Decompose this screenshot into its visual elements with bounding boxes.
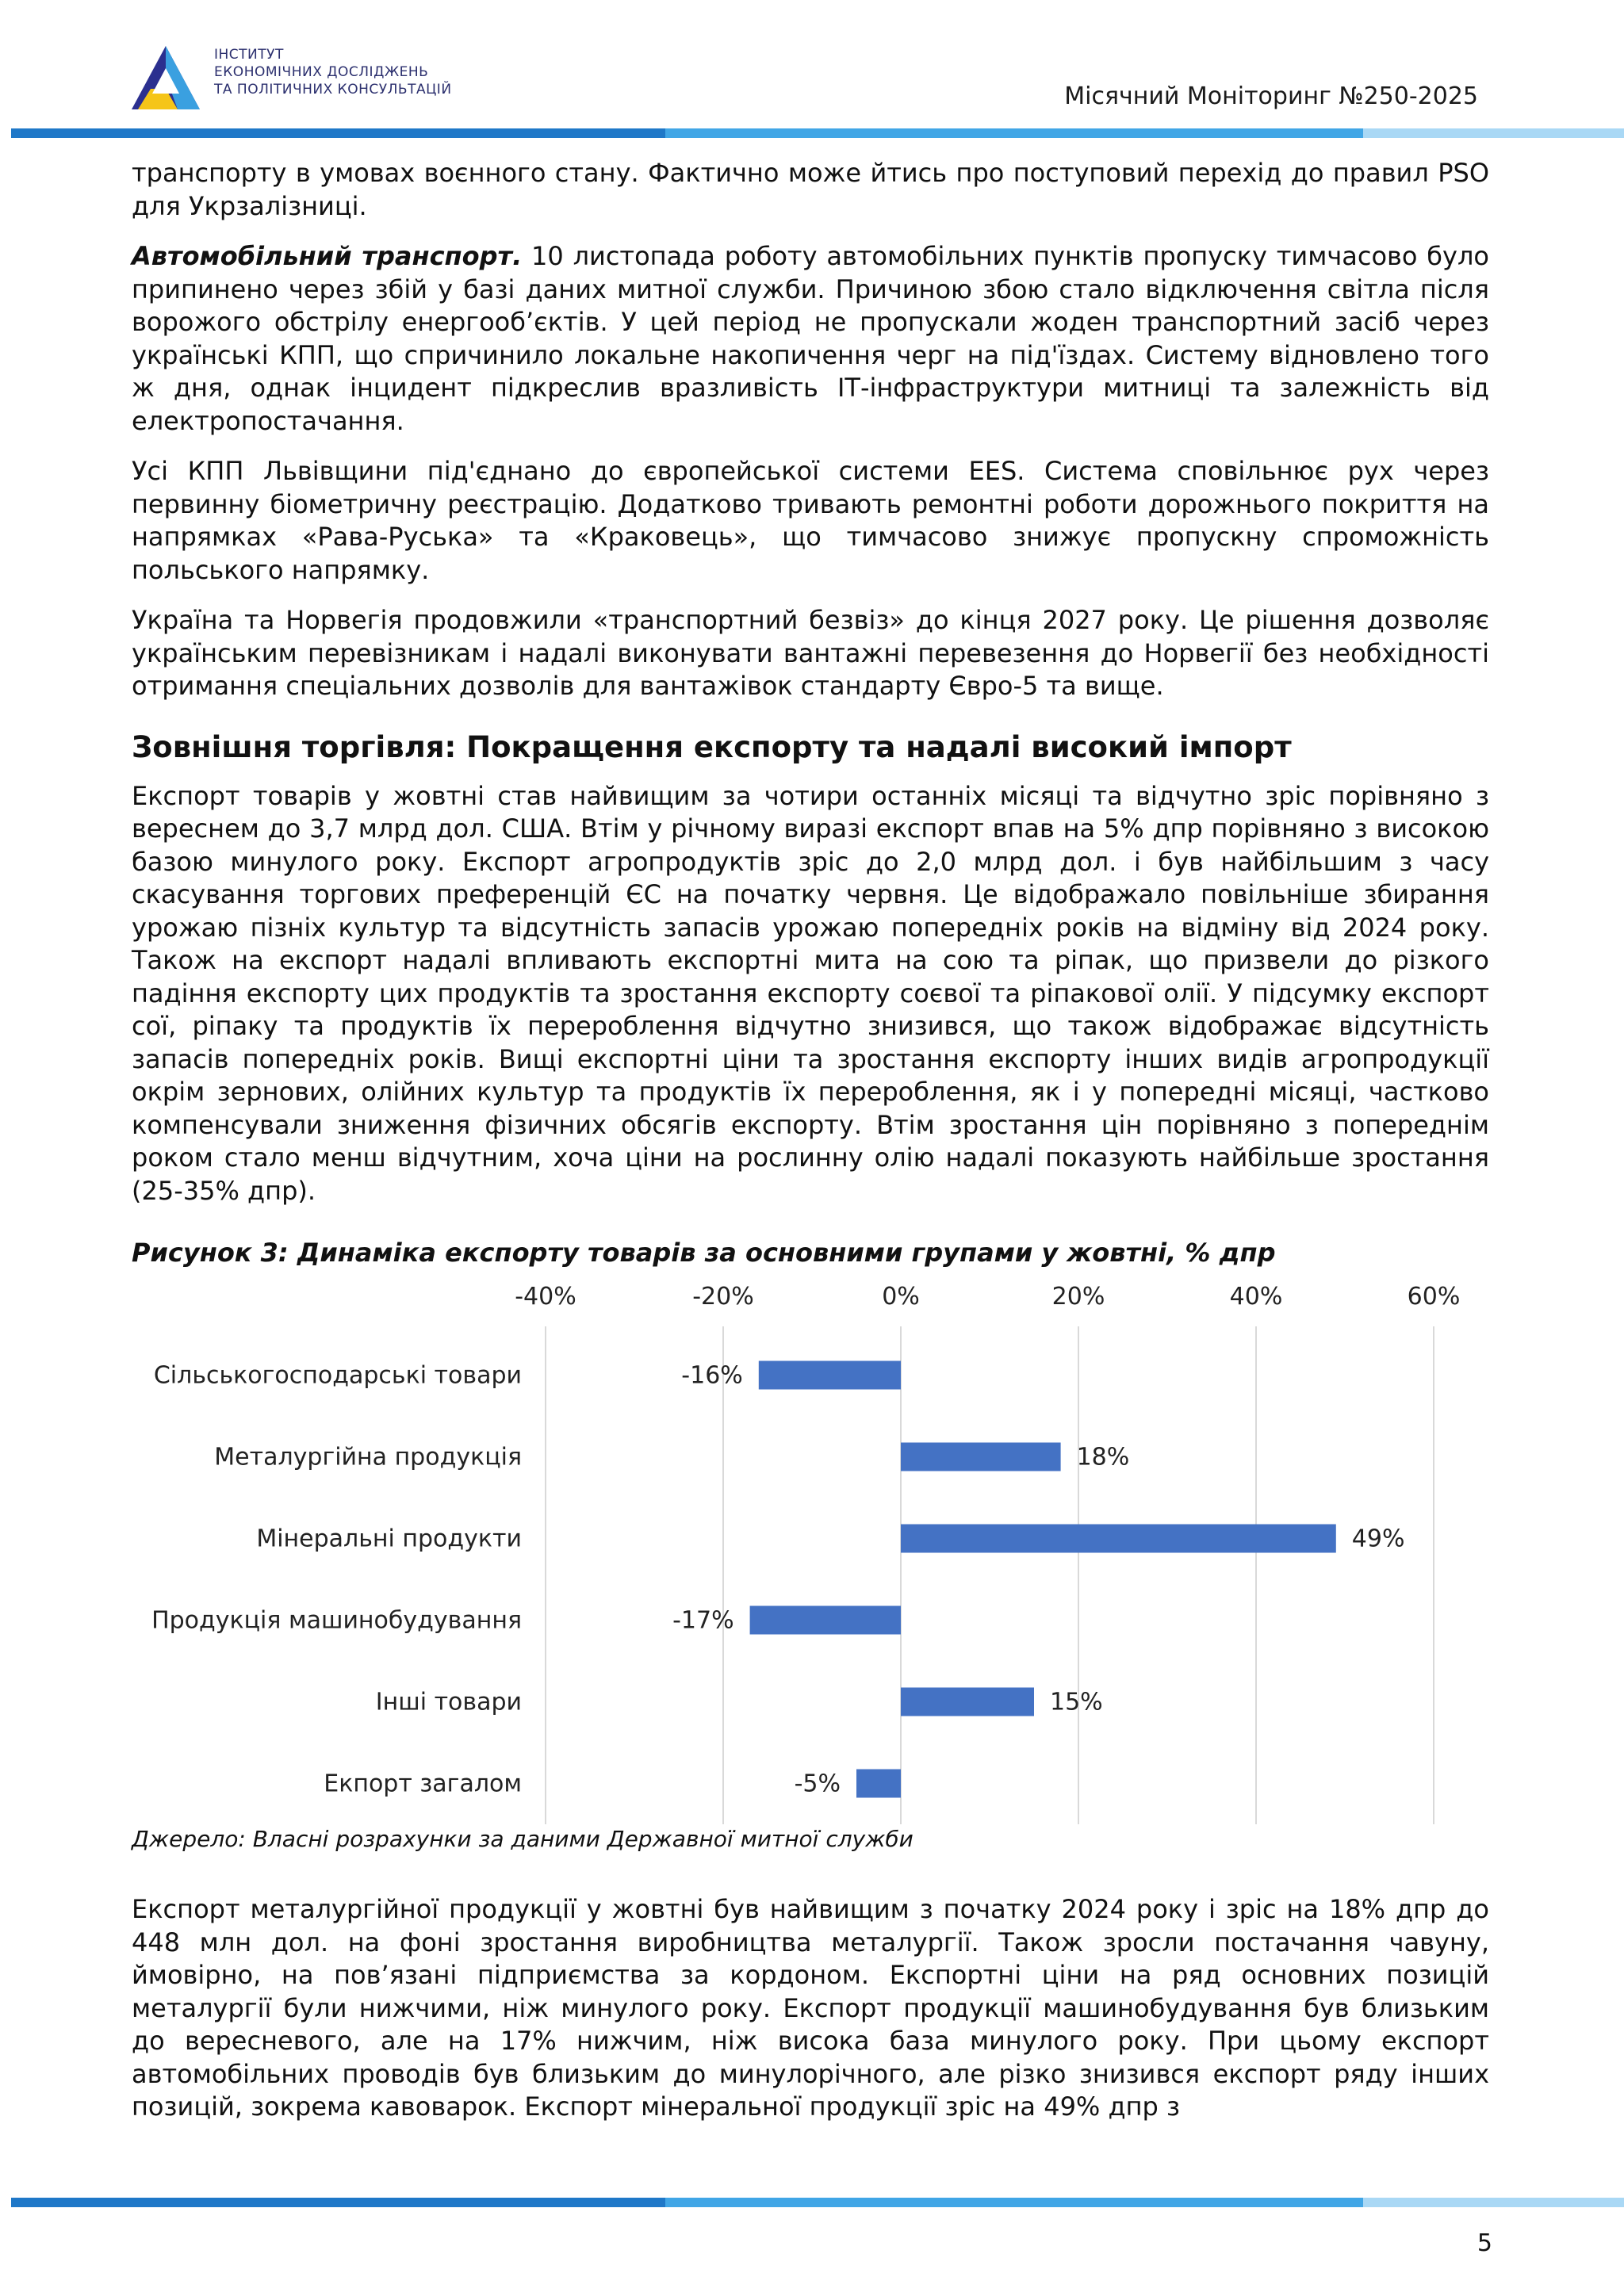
x-tick-label: 60% <box>1407 1283 1461 1311</box>
x-tick-label: 20% <box>1051 1283 1105 1311</box>
category-label: Мінеральні продукти <box>256 1525 522 1553</box>
org-line-3: ТА ПОЛІТИЧНИХ КОНСУЛЬТАЦІЙ <box>214 82 452 98</box>
x-tick-label: -40% <box>515 1283 576 1311</box>
header-divider <box>11 128 1624 138</box>
bar <box>856 1770 901 1798</box>
category-label: Екпорт загалом <box>324 1770 522 1798</box>
footer-divider <box>11 2198 1624 2207</box>
triangle-logo-icon <box>130 44 201 111</box>
paragraph-road-transport <box>132 240 1489 438</box>
organization-name <box>214 46 452 98</box>
bar <box>901 1525 1336 1553</box>
paragraph-norway-agreement: Україна та Норвегія продовжили «транспортний безвіз» до кінця 2027 року. Це рішення дозволяє українським перевізникам і надалі виконувати вантажні перевезення до Норвегії без необхідності отримання спеціальних дозволів для вантажівок стандарту Євро-5 та вище. <box>132 605 1489 701</box>
bar <box>901 1443 1061 1471</box>
paragraph-export-overview: Експорт товарів у жовтні став найвищим за чотири останніх місяці та відчутно зріс порівняно з вереснем до 3,7 млрд дол. США. Втім у річному виразі експорт впав на 5% дпр порівняно з високою базою минулого року. Експорт агропродуктів зріс до 2,0 млрд дол. і був найбільшим з часу скасування торгових преференцій ЄС на початку червня. Це відображало повільніше збирання урожаю пізніх культур та відсутність запасів урожаю попередніх років на відміну від 2024 року. Також на експорт надалі впливають експортні мита на сою та ріпак, що призвели до різкого падіння експорту цих продуктів та зростання експорту соєвої та ріпакової олії. У підсумку експорт сої, ріпаку та продуктів їх перероблення відчутно знизився, що також відображає відсутність запасів попередніх років. Вищі експортні ціни та зростання експорту інших видів агропродукції окрім зернових, олійних культур та продуктів їх перероблення, як і у попередні місяці, частково компенсували зниження фізичних обсягів експорту. Втім зростання цін порівняно з попереднім роком стало менш відчутним, хоча ціни на рослинну олію надалі показують найбільше зростання (25-35% дпр). <box>132 780 1489 1206</box>
category-label: Сільськогосподарські товари <box>153 1361 522 1390</box>
paragraph-rail-transport: транспорту в умовах воєнного стану. Фактично може йтись про поступовий перехід до правил PSO для Укрзалізниці. <box>132 158 1489 221</box>
data-label: 15% <box>1050 1688 1103 1716</box>
page-content <box>132 157 1489 2141</box>
data-label: -16% <box>681 1361 743 1390</box>
category-label: Металургійна продукція <box>214 1443 522 1471</box>
org-line-1: ІНСТИТУТ <box>214 47 284 63</box>
chart-svg <box>132 1271 1489 1826</box>
paragraph-metallurgy-export: Експорт металургійної продукції у жовтні був найвищим з початку 2024 року і зріс на 18% дпр до 448 млн дол. на фоні зростання виробництва металургії. Також зросли постачання чавуну, ймовірно, на пов’язані підприємства за кордоном. Експортні ціни на ряд основних позицій металургії були нижчими, ніж минулого року. Експорт продукції машинобудування був близьким до вересневого, але на 17% нижчим, ніж висока база минулого року. При цьому експорт автомобільних проводів був близьким до минулорічного, але різко знизився експорт ряду інших позицій, зокрема кавоварок. Експорт мінеральної продукції зріс на 49% дпр з <box>132 1894 1489 2122</box>
export-growth-chart <box>132 1271 1489 1826</box>
bar <box>750 1606 901 1635</box>
report-title: Місячний Моніторинг №250-2025 <box>1064 82 1478 110</box>
road-transport-lead: Автомобільний транспорт. <box>132 241 523 271</box>
figure-source: Джерело: Власні розрахунки за даними Державної митної служби <box>132 1826 914 1852</box>
category-label: Інші товари <box>375 1688 522 1716</box>
data-label: -17% <box>672 1606 734 1635</box>
bar <box>759 1361 901 1390</box>
paragraph-ees-system: Усі КПП Львівщини під'єднано до європейської системи EES. Система сповільнює рух через первинну біометричну реєстрацію. Додатково тривають ремонтні роботи дорожнього покриття на напрямках «Рава-Руська» та «Краковець», що тимчасово знижує пропускну спроможність польського напрямку. <box>132 456 1489 585</box>
road-transport-text: 10 листопада роботу автомобільних пунктів пропуску тимчасово було припинено через збій у базі даних митної служби. Причиною збою стало відключення світла після ворожого обстрілу енергооб’єктів. У цей період не пропускали жоден транспортний засіб через українські КПП, що спричинило локальне накопичення черг на під'їздах. Систему відновлено того ж дня, однак інцидент підкреслив вразливість ІТ-інфраструктури митниці та залежність від електропостачання. <box>132 241 1489 436</box>
category-label: Продукція машинобудування <box>151 1606 522 1635</box>
x-tick-label: 0% <box>882 1283 920 1311</box>
page-number: 5 <box>1477 2229 1492 2257</box>
org-line-2: ЕКОНОМІЧНИХ ДОСЛІДЖЕНЬ <box>214 64 429 80</box>
data-label: 18% <box>1076 1443 1130 1471</box>
figure-title: Рисунок 3: Динаміка експорту товарів за основними групами у жовтні, % дпр <box>132 1238 1276 1268</box>
section-heading-foreign-trade: Зовнішня торгівля: Покращення експорту та надалі високий імпорт <box>132 729 1292 764</box>
bar <box>901 1688 1034 1716</box>
x-tick-label: -20% <box>692 1283 754 1311</box>
x-tick-label: 40% <box>1229 1283 1283 1311</box>
data-label: -5% <box>794 1770 841 1798</box>
data-label: 49% <box>1351 1525 1405 1553</box>
